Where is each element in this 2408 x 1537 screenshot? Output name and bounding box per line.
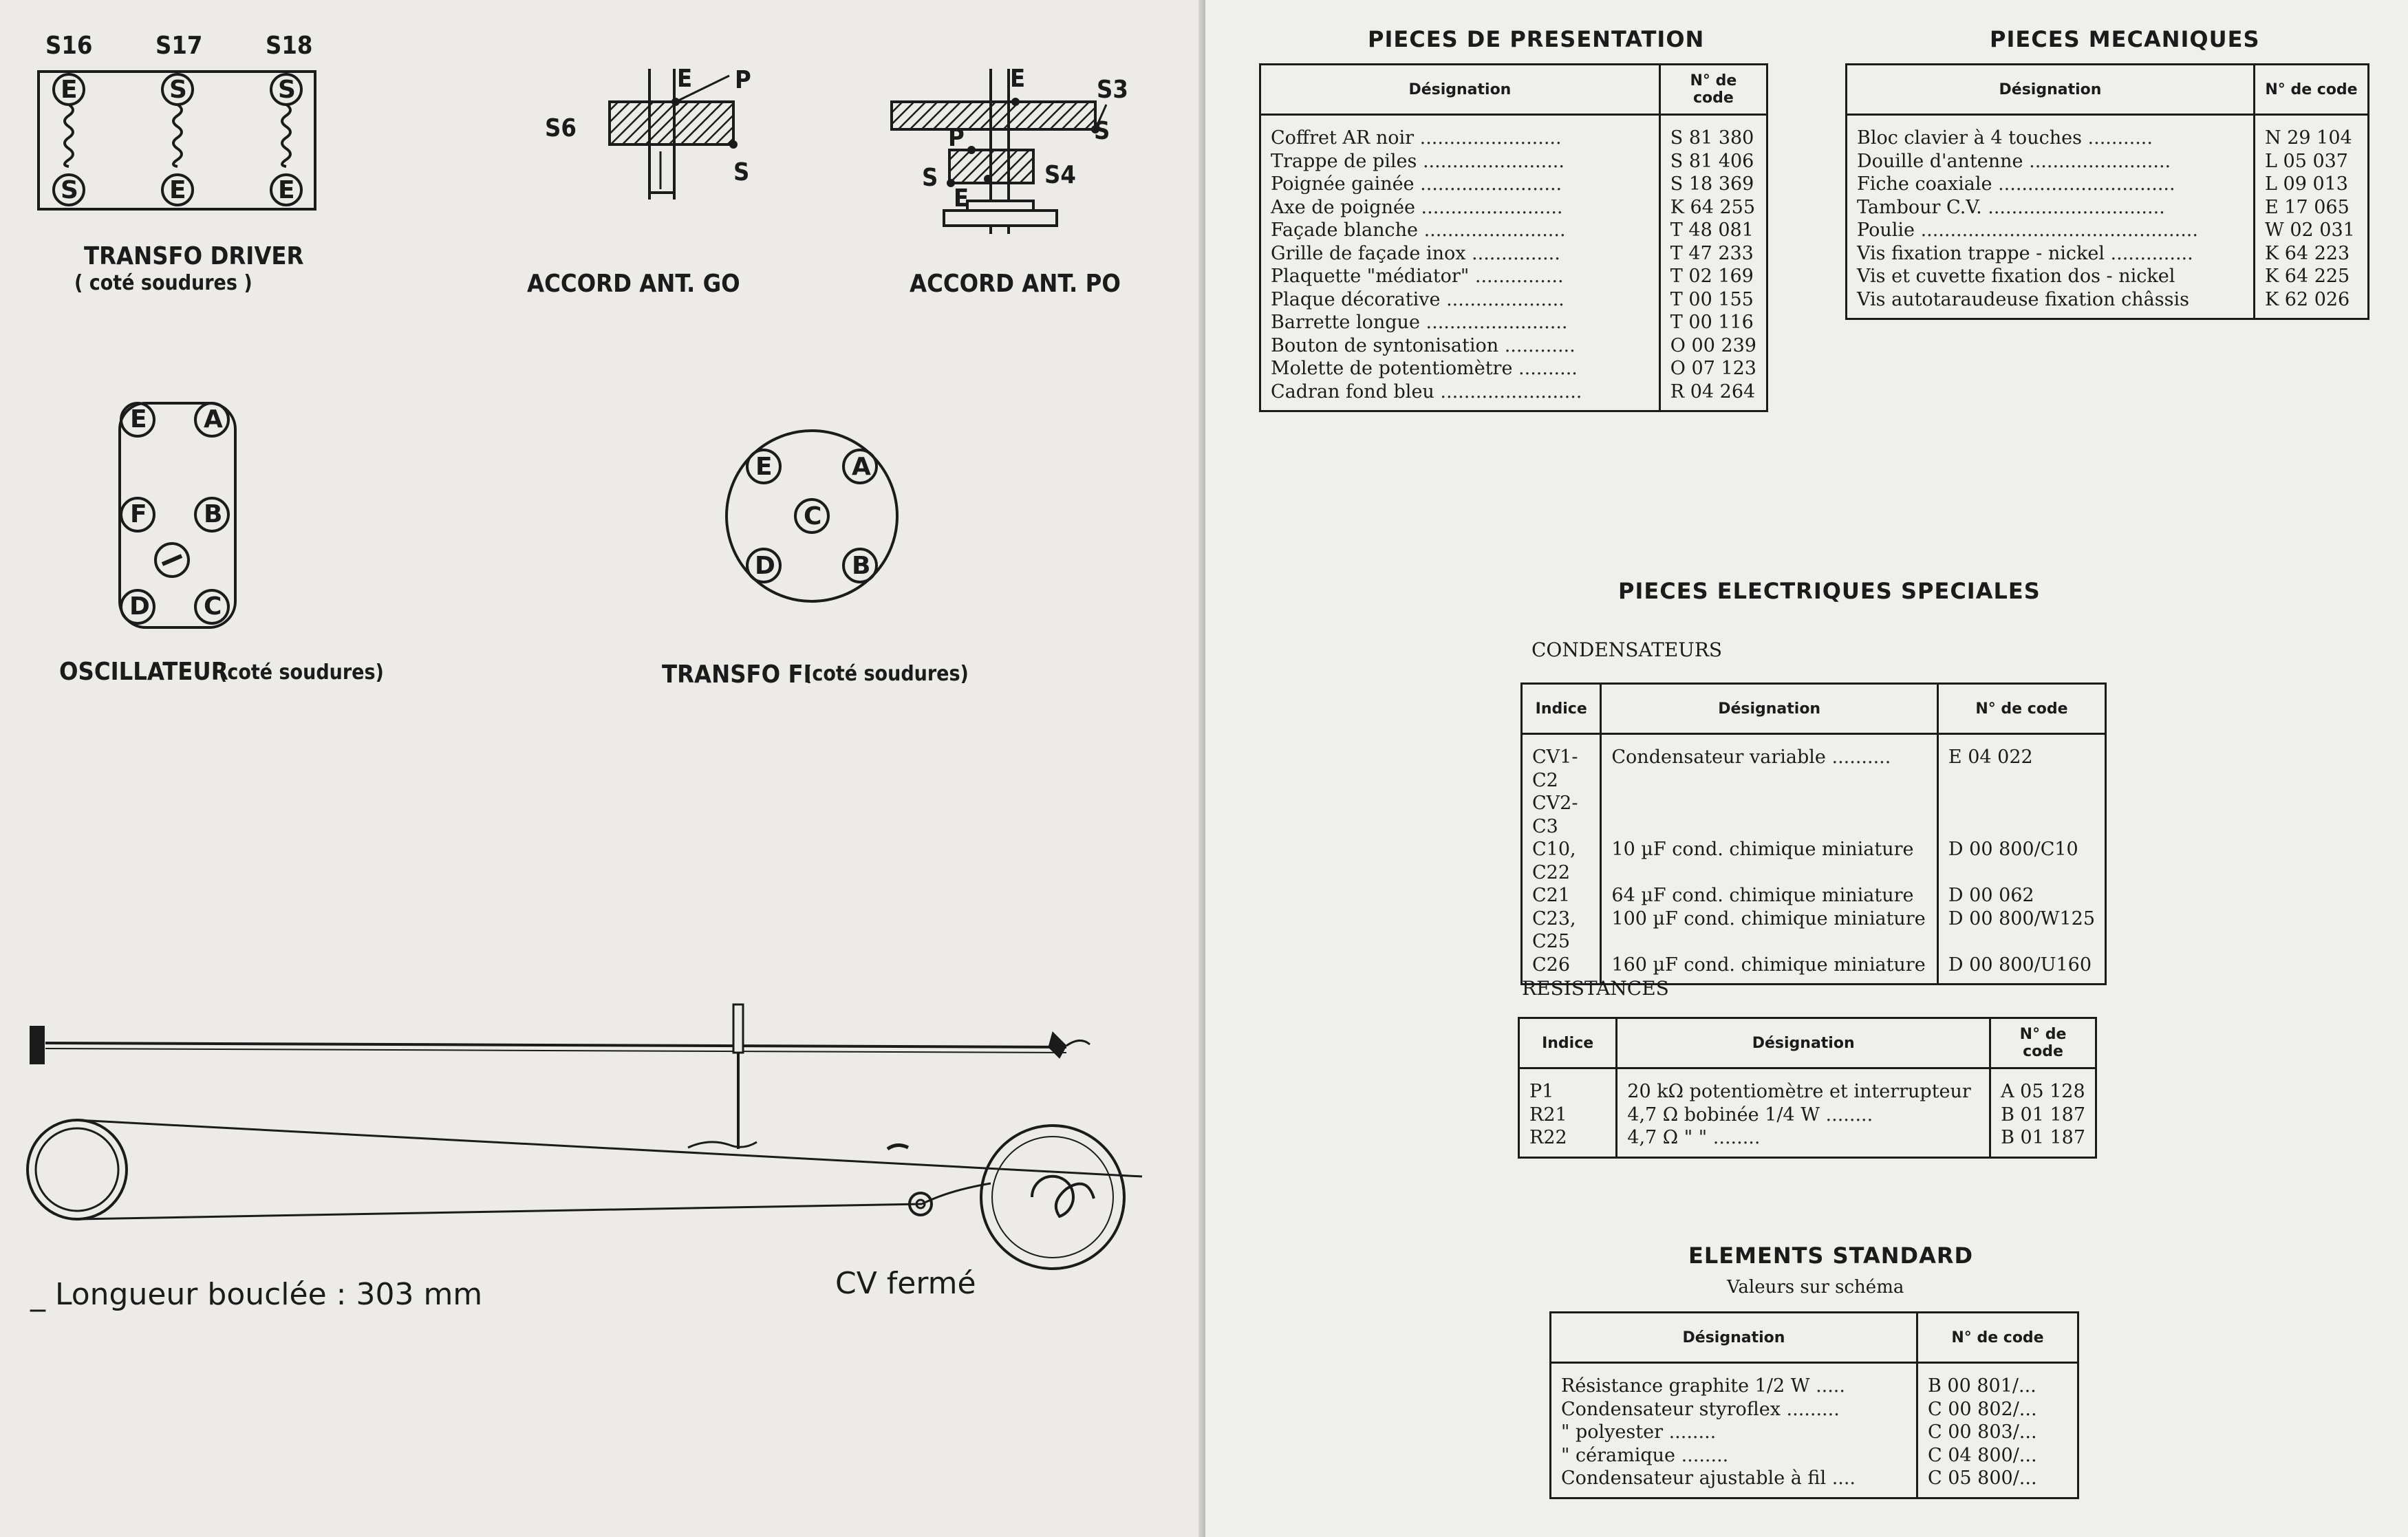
accord-po-label-e-top: E (1010, 65, 1026, 93)
table-row (1847, 265, 2369, 288)
driver-bottom-pin-1: S (61, 176, 78, 204)
osc-pin-a: A (204, 405, 223, 433)
presentation-title: PIECES DE PRESENTATION (1368, 26, 1705, 52)
right-page (1205, 0, 2408, 1537)
table-row (1847, 173, 2369, 196)
designation-cell (1260, 357, 1660, 380)
table-row (1260, 380, 1767, 411)
code-cell: D 00 062 (1948, 885, 2034, 906)
designation-cell (1551, 1444, 1917, 1468)
leader-dots: ........................ (2029, 150, 2171, 172)
osc-pin-f: F (130, 500, 147, 528)
leader-dots: ........ (1825, 1104, 1873, 1126)
designation-text: Condensateur styroflex (1561, 1398, 1781, 1420)
designation-cell (1551, 1363, 1917, 1398)
col-header-designation: Désignation (1260, 65, 1660, 115)
code-cell: B 01 187 (2001, 1127, 2085, 1148)
table-row (1522, 838, 2106, 884)
designation-text: Vis fixation trappe - nickel (1857, 242, 2105, 264)
designation-cell (1847, 150, 2255, 173)
table-row (1551, 1363, 2078, 1398)
fi-pin-a: A (852, 453, 871, 481)
leader-dots: ........... (2087, 127, 2153, 149)
designation-text: 160 µF cond. chimique miniature (1611, 954, 1926, 976)
table-row (1260, 115, 1767, 150)
cv-ferme-label: CV fermé (835, 1266, 976, 1301)
designation-cell (1617, 1068, 1990, 1104)
electriques-title: PIECES ELECTRIQUES SPECIALES (1618, 578, 2041, 604)
accord-go-label-s6: S6 (545, 114, 577, 142)
table-row (1260, 288, 1767, 312)
designation-cell (1847, 242, 2255, 266)
leader-dots: ........ (1712, 1127, 1761, 1148)
designation-text: 4,7 Ω bobinée 1/4 W (1627, 1104, 1820, 1126)
designation-text: Molette de potentiomètre (1271, 358, 1513, 379)
table-row (1522, 884, 2106, 907)
leader-dots: .............. (2110, 242, 2193, 264)
table-row (1551, 1467, 2078, 1498)
osc-pin-e: E (130, 405, 147, 433)
col-header-code: N° de code (1659, 65, 1767, 115)
condensateurs-subtitle: CONDENSATEURS (1531, 638, 1723, 661)
table-row (1260, 196, 1767, 219)
indice-cell: C23, C25 (1522, 907, 1601, 954)
designation-text: 100 µF cond. chimique miniature (1611, 907, 1926, 929)
designation-text: " polyester (1561, 1421, 1663, 1443)
designation-text: Vis et cuvette fixation dos - nickel (1857, 266, 2175, 287)
code-cell: R 04 264 (1670, 380, 1756, 402)
accord-go-label-p: P (735, 66, 751, 94)
designation-cell (1260, 334, 1660, 358)
code-cell: K 64 223 (2265, 242, 2350, 264)
code-cell: T 00 116 (1670, 312, 1754, 333)
driver-top-pin-2: S (169, 76, 187, 104)
designation-text: 20 kΩ potentiomètre et interrupteur (1627, 1081, 1971, 1102)
accord-go-label-s: S (733, 158, 750, 186)
code-cell: D 00 800/W125 (1948, 907, 2095, 929)
leader-dots: ........................ (1423, 219, 1566, 241)
code-cell: N 29 104 (2265, 127, 2352, 149)
mecaniques-table (1845, 63, 2369, 320)
table-row (1260, 219, 1767, 242)
designation-cell (1617, 1104, 1990, 1127)
accord-go-label-e: E (677, 65, 693, 93)
leader-dots: ............... (1472, 242, 1560, 264)
code-cell: L 09 013 (2265, 173, 2348, 195)
leader-dots: ........................ (1422, 150, 1565, 172)
table-row (1519, 1126, 2096, 1157)
transfo-driver-title: TRANSFO DRIVER (84, 242, 304, 270)
code-cell: D 00 800/U160 (1948, 954, 2092, 976)
driver-bottom-pin-3: E (278, 176, 295, 204)
code-cell: E 17 065 (2265, 196, 2350, 218)
col-header-designation: Désignation (1617, 1018, 1990, 1068)
designation-cell (1847, 265, 2255, 288)
driver-top-pin-1: E (61, 76, 78, 104)
table-row (1551, 1398, 2078, 1421)
dial-cord-diagram (0, 977, 1135, 1252)
code-cell: O 07 123 (1670, 358, 1756, 379)
leader-dots: ............... (1474, 266, 1564, 287)
leader-dots: ............................................... (1920, 219, 2198, 241)
accord-po-label-p: P (948, 124, 965, 152)
code-cell: C 00 803/... (1928, 1421, 2037, 1443)
table-row (1847, 150, 2369, 173)
designation-cell (1601, 734, 1938, 839)
designation-text: Condensateur ajustable à fil (1561, 1468, 1827, 1489)
designation-text: Résistance graphite 1/2 W (1561, 1375, 1810, 1397)
col-header-designation: Désignation (1847, 65, 2255, 115)
leader-dots: ........................ (1426, 312, 1568, 333)
designation-cell (1847, 219, 2255, 242)
accord-po-title: ACCORD ANT. PO (910, 270, 1121, 298)
table-row (1519, 1068, 2096, 1104)
col-header-code: N° de code (2255, 65, 2369, 115)
designation-cell (1601, 907, 1938, 954)
leader-dots: .................... (1446, 288, 1565, 310)
accord-po-label-e-bottom: E (954, 184, 969, 213)
designation-text: Fiche coaxiale (1857, 173, 1992, 195)
standard-title: ELEMENTS STANDARD (1688, 1243, 1974, 1269)
table-row (1260, 242, 1767, 266)
designation-cell (1847, 196, 2255, 219)
presentation-table (1259, 63, 1768, 412)
fi-pin-c: C (804, 502, 822, 530)
table-row (1260, 150, 1767, 173)
designation-text: Trappe de piles (1271, 150, 1417, 172)
condensateurs-table (1520, 682, 2107, 985)
designation-text: 4,7 Ω " " (1627, 1127, 1708, 1148)
oscillateur-subtitle: (coté soudures) (219, 660, 384, 685)
leader-dots: .............................. (1998, 173, 2175, 195)
resistances-subtitle: RESISTANCES (1522, 977, 1669, 1000)
cord-length-label: _ Longueur bouclée : 303 mm (30, 1277, 483, 1312)
code-cell: K 62 026 (2265, 288, 2350, 310)
col-header-indice: Indice (1522, 684, 1601, 734)
table-row (1847, 115, 2369, 150)
accord-po-label-s3: S3 (1097, 76, 1128, 104)
standard-table (1549, 1311, 2079, 1499)
indice-cell: C21 (1522, 884, 1601, 907)
indice-cell: C26 (1522, 954, 1601, 985)
table-row (1260, 357, 1767, 380)
code-cell: T 47 233 (1670, 242, 1754, 264)
designation-text: Poulie (1857, 219, 1915, 241)
code-cell: K 64 255 (1670, 196, 1756, 218)
designation-cell (1260, 380, 1660, 411)
leader-dots: ........................ (1421, 196, 1563, 218)
fi-pin-b: B (852, 552, 871, 580)
code-cell: D 00 800/C10 (1948, 839, 2078, 860)
leader-dots: ........................ (1440, 380, 1582, 402)
designation-text: Plaque décorative (1271, 288, 1441, 310)
designation-text: Plaquette "médiator" (1271, 266, 1470, 287)
table-row (1260, 311, 1767, 334)
table-row (1260, 173, 1767, 196)
code-cell: K 64 225 (2265, 266, 2350, 287)
leader-dots: ........ (1668, 1421, 1717, 1443)
designation-cell (1847, 288, 2255, 319)
col-header-designation: Désignation (1601, 684, 1938, 734)
designation-cell (1260, 219, 1660, 242)
code-cell: B 00 801/... (1928, 1375, 2036, 1397)
designation-cell (1617, 1126, 1990, 1157)
designation-cell (1601, 884, 1938, 907)
designation-text: Bloc clavier à 4 touches (1857, 127, 2082, 149)
standard-subtitle: Valeurs sur schéma (1727, 1277, 1904, 1298)
designation-cell (1847, 115, 2255, 150)
designation-text: " céramique (1561, 1444, 1675, 1466)
designation-cell (1260, 265, 1660, 288)
driver-top-pin-3: S (278, 76, 296, 104)
leader-dots: .............................. (1988, 196, 2165, 218)
designation-cell (1260, 173, 1660, 196)
accord-po-label-s4: S4 (1044, 161, 1076, 189)
designation-text: 10 µF cond. chimique miniature (1611, 839, 1914, 860)
accord-po-label-s-left: S (922, 164, 938, 192)
designation-cell (1260, 288, 1660, 312)
driver-pin-label-s16: S16 (45, 32, 93, 60)
designation-cell (1847, 173, 2255, 196)
designation-text: Façade blanche (1271, 219, 1418, 241)
accord-go-diagram (592, 69, 757, 213)
driver-bottom-pin-2: E (169, 176, 186, 204)
code-cell: B 01 187 (2001, 1104, 2085, 1126)
transfo-driver-subtitle: ( coté soudures ) (74, 271, 252, 295)
table-row (1519, 1104, 2096, 1127)
designation-text: Grille de façade inox (1271, 242, 1466, 264)
indice-cell: C10, C22 (1522, 838, 1601, 884)
indice-cell: CV1-C2 CV2-C3 (1522, 734, 1601, 839)
designation-text: Barrette longue (1271, 312, 1420, 333)
table-row (1551, 1444, 2078, 1468)
table-row (1522, 907, 2106, 954)
leader-dots: ........ (1681, 1444, 1729, 1466)
code-cell: T 00 155 (1670, 288, 1754, 310)
designation-text: Poignée gainée (1271, 173, 1415, 195)
col-header-indice: Indice (1519, 1018, 1617, 1068)
accord-po-label-s-right: S (1094, 117, 1110, 145)
table-row (1847, 196, 2369, 219)
table-row (1847, 219, 2369, 242)
code-cell: T 02 169 (1670, 266, 1754, 287)
accord-go-title: ACCORD ANT. GO (527, 270, 740, 298)
oscillateur-title: OSCILLATEUR (59, 658, 228, 686)
leader-dots: ........................ (1419, 127, 1562, 149)
code-cell: T 48 081 (1670, 219, 1754, 241)
code-cell: S 18 369 (1670, 173, 1754, 195)
driver-pin-label-s17: S17 (155, 32, 203, 60)
designation-cell (1601, 838, 1938, 884)
code-cell: S 81 406 (1670, 150, 1754, 172)
indice-cell: R21 (1519, 1104, 1617, 1127)
resistances-table (1518, 1017, 2097, 1159)
table-row (1522, 734, 2106, 839)
osc-pin-b: B (204, 500, 223, 528)
transfo-fi-subtitle: (coté soudures) (804, 662, 969, 686)
indice-cell: R22 (1519, 1126, 1617, 1157)
designation-cell (1551, 1398, 1917, 1421)
table-row (1551, 1421, 2078, 1444)
code-cell: S 81 380 (1670, 127, 1754, 149)
designation-text: Coffret AR noir (1271, 127, 1415, 149)
designation-cell (1260, 196, 1660, 219)
designation-text: Axe de poignée (1271, 196, 1415, 218)
table-row (1847, 242, 2369, 266)
designation-text: Vis autotaraudeuse fixation châssis (1857, 288, 2189, 310)
designation-cell (1551, 1421, 1917, 1444)
leader-dots: .... (1831, 1468, 1856, 1489)
table-row (1260, 334, 1767, 358)
leader-dots: ............ (1504, 334, 1576, 356)
designation-text: Tambour C.V. (1857, 196, 1982, 218)
code-cell: O 00 239 (1670, 334, 1756, 356)
designation-cell (1260, 311, 1660, 334)
col-header-code: N° de code (1990, 1018, 2096, 1068)
osc-pin-d: D (129, 592, 150, 621)
leader-dots: ..... (1816, 1375, 1845, 1397)
designation-text: 64 µF cond. chimique miniature (1611, 885, 1914, 906)
designation-text: Bouton de syntonisation (1271, 334, 1499, 356)
code-cell: C 05 800/... (1928, 1468, 2037, 1489)
table-row (1847, 288, 2369, 319)
designation-cell (1551, 1467, 1917, 1498)
code-cell: W 02 031 (2265, 219, 2355, 241)
col-header-code: N° de code (1917, 1313, 2078, 1363)
designation-text: Cadran fond bleu (1271, 380, 1434, 402)
designation-text: Condensateur variable (1611, 746, 1826, 768)
designation-text: Douille d'antenne (1857, 150, 2023, 172)
col-header-designation: Désignation (1551, 1313, 1917, 1363)
fi-pin-e: E (755, 453, 773, 481)
code-cell: E 04 022 (1948, 746, 2033, 768)
mecaniques-title: PIECES MECANIQUES (1990, 26, 2260, 52)
fi-pin-d: D (755, 552, 775, 580)
code-cell: C 00 802/... (1928, 1398, 2037, 1420)
osc-pin-c: C (204, 592, 222, 621)
leader-dots: .......... (1831, 746, 1891, 768)
code-cell: A 05 128 (2001, 1081, 2085, 1102)
driver-pin-label-s18: S18 (266, 32, 313, 60)
accord-po-diagram (888, 69, 1115, 241)
code-cell: L 05 037 (2265, 150, 2348, 172)
table-row (1260, 265, 1767, 288)
leader-dots: ......... (1786, 1398, 1840, 1420)
code-cell: C 04 800/... (1928, 1444, 2037, 1466)
designation-cell (1260, 242, 1660, 266)
indice-cell: P1 (1519, 1068, 1617, 1104)
col-header-code: N° de code (1937, 684, 2105, 734)
leader-dots: .......... (1518, 358, 1578, 379)
leader-dots: ........................ (1420, 173, 1562, 195)
designation-cell (1260, 150, 1660, 173)
designation-cell (1260, 115, 1660, 150)
transfo-fi-title: TRANSFO FI (662, 660, 812, 689)
